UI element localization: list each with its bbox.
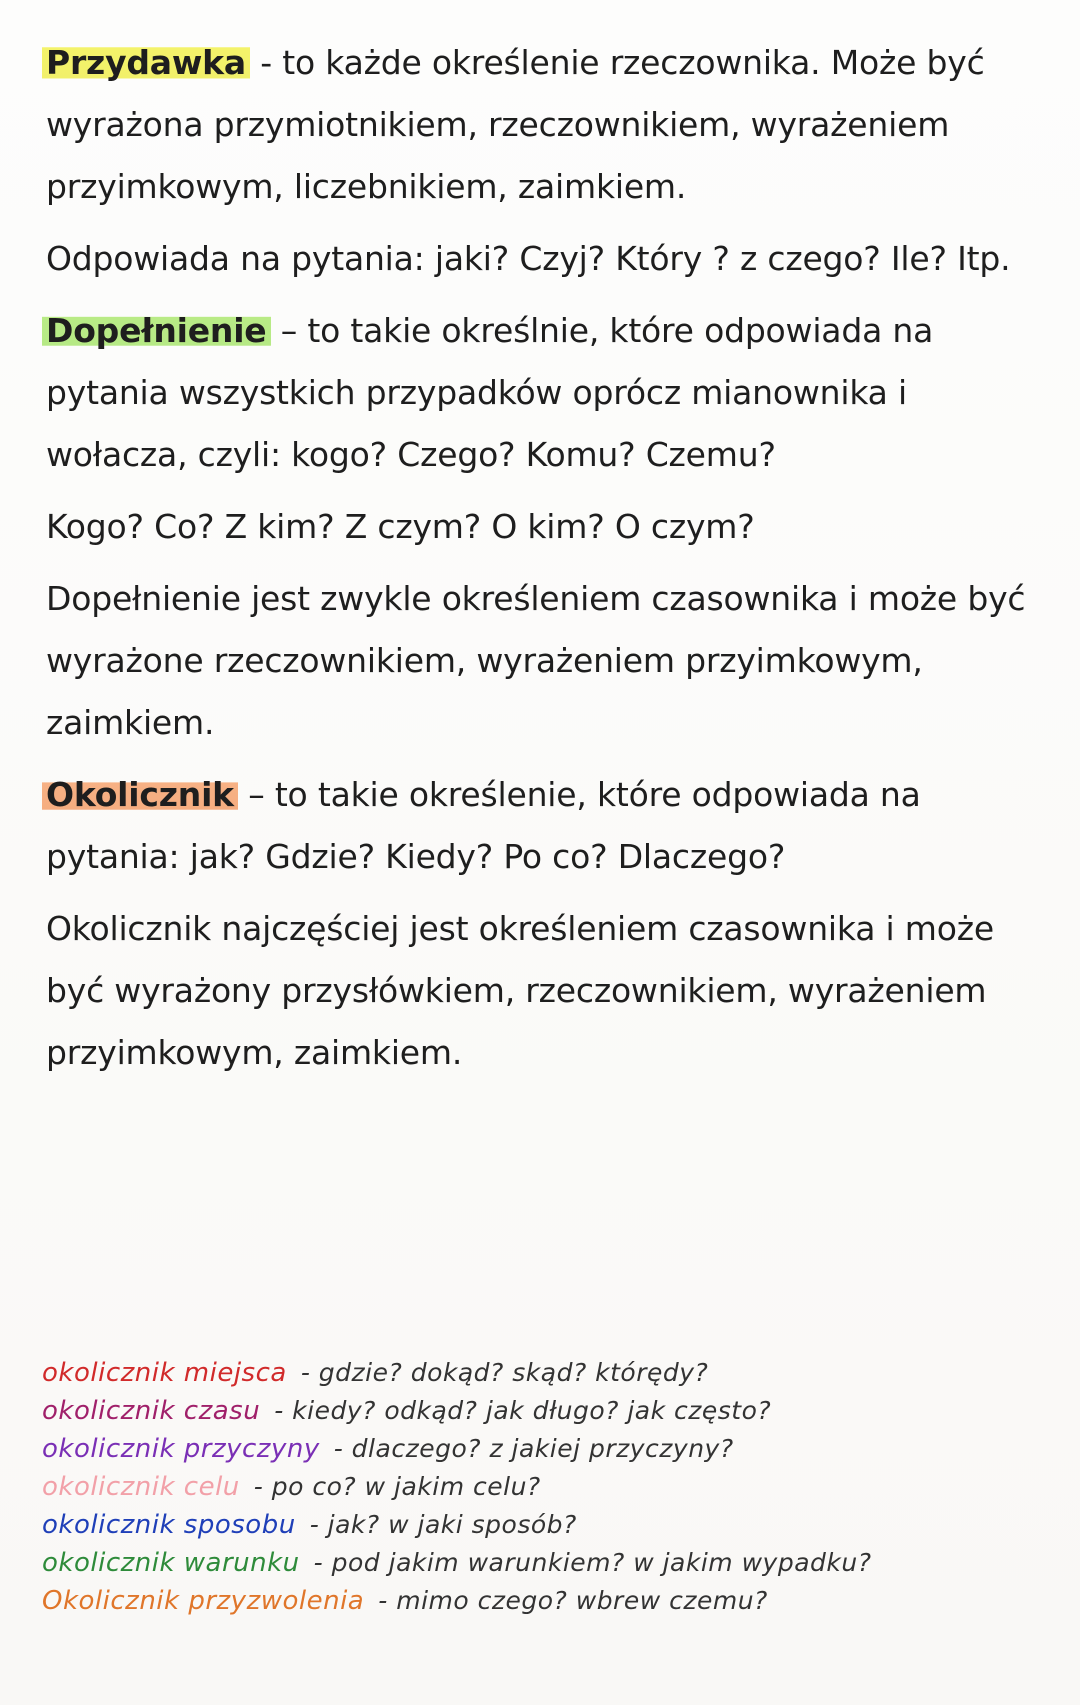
przydawka-definition: [46, 32, 1046, 218]
dopelnienie-term: Dopełnienie: [42, 311, 271, 350]
przydawka-def-text: - to każde określenie rzeczownika. Może być wyrażona przymiotnikiem, rzeczownikiem, wyrażeniem przyimkowym, liczebnikiem, zaimkiem.: [46, 43, 985, 206]
note-questions: - dlaczego? z jakiej przyczyny?: [333, 1434, 734, 1463]
note-questions: - po co? w jakim celu?: [253, 1472, 541, 1501]
note-line: [42, 1434, 1062, 1472]
note-label: okolicznik miejsca: [42, 1358, 287, 1388]
note-line: [42, 1358, 1062, 1396]
przydawka-term: Przydawka: [42, 43, 250, 82]
note-label: okolicznik czasu: [42, 1396, 261, 1426]
dopelnienie-cases: Kogo? Co? Z kim? Z czym? O kim? O czym?: [46, 507, 755, 546]
note-label: Okolicznik przyzwolenia: [42, 1586, 365, 1616]
note-line: [42, 1472, 1062, 1510]
note-label: okolicznik sposobu: [42, 1510, 296, 1540]
note-questions: - kiedy? odkąd? jak długo? jak często?: [274, 1396, 772, 1425]
handwritten-notes: [42, 1358, 1062, 1624]
printed-text: [46, 32, 1046, 1090]
note-label: okolicznik warunku: [42, 1548, 300, 1578]
note-label: okolicznik celu: [42, 1472, 240, 1502]
note-line: [42, 1510, 1062, 1548]
note-questions: - gdzie? dokąd? skąd? którędy?: [300, 1358, 709, 1387]
note-label: okolicznik przyczyny: [42, 1434, 320, 1464]
note-line: [42, 1396, 1062, 1434]
okolicznik-usage: Okolicznik najczęściej jest określeniem czasownika i może być wyrażony przysłówkiem, rzeczownikiem, wyrażeniem przyimkowym, zaimkiem.: [46, 909, 994, 1072]
note-line: [42, 1586, 1062, 1624]
przydawka-questions: Odpowiada na pytania: jaki? Czyj? Który ? z czego? Ile? Itp.: [46, 239, 1011, 278]
okolicznik-term: Okolicznik: [42, 775, 238, 814]
note-questions: - pod jakim warunkiem? w jakim wypadku?: [313, 1548, 872, 1577]
dopelnienie-usage: Dopełnienie jest zwykle określeniem czasownika i może być wyrażone rzeczownikiem, wyrażeniem przyimkowym, zaimkiem.: [46, 579, 1026, 742]
okolicznik-def-text: – to takie określenie, które odpowiada na pytania: jak? Gdzie? Kiedy? Po co? Dlaczego?: [46, 775, 921, 876]
note-questions: - mimo czego? wbrew czemu?: [378, 1586, 768, 1615]
note-line: [42, 1548, 1062, 1586]
dopelnienie-definition: [46, 300, 1046, 486]
dopelnienie-def-text: – to takie określnie, które odpowiada na pytania wszystkich przypadków oprócz mianownika i wołacza, czyli: kogo? Czego? Komu? Czemu?: [46, 311, 934, 474]
note-questions: - jak? w jaki sposób?: [309, 1510, 577, 1539]
okolicznik-definition: [46, 764, 1046, 888]
